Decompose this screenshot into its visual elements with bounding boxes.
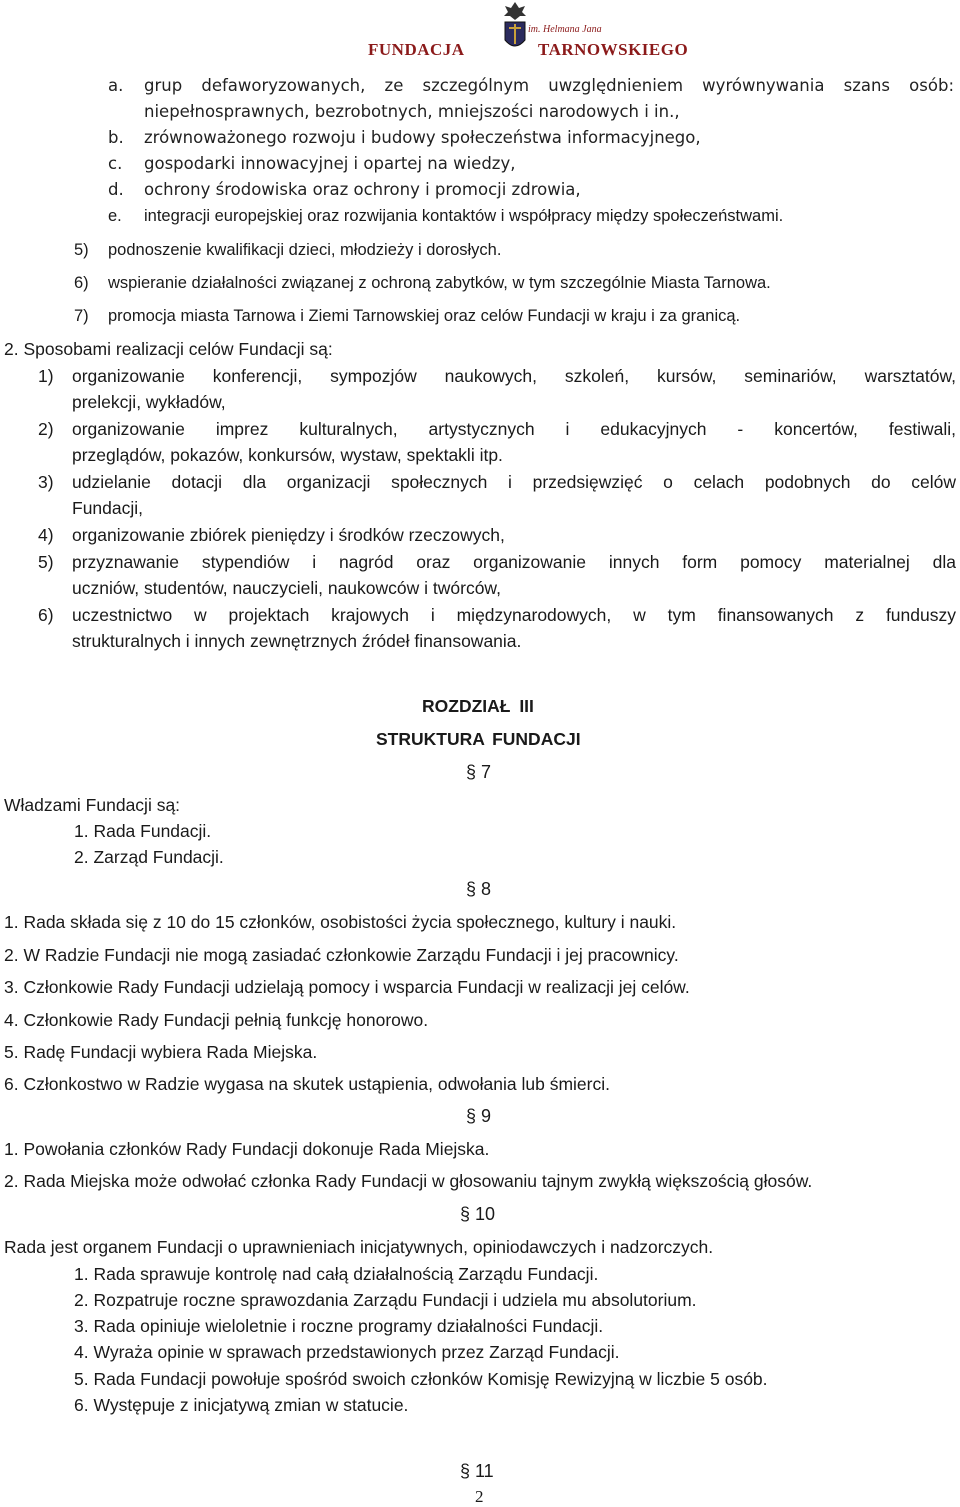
- list-item-text: organizowanie konferencji, sympozjów naukowych, szkoleń, kursów, seminariów, warsztatów,: [72, 366, 956, 386]
- paragraph-sign-10: § 10: [460, 1204, 496, 1224]
- list-item-text: podnoszenie kwalifikacji dzieci, młodzieży i dorosłych.: [108, 241, 502, 259]
- chapter-title: STRUKTURA FUNDACJI: [376, 729, 581, 749]
- paragraph-lead: Rada jest organem Fundacji o uprawnieniach inicjatywnych, opiniodawczych i nadzorczych.: [4, 1237, 714, 1257]
- section-heading: 2. Sposobami realizacji celów Fundacji są:: [4, 339, 333, 359]
- list-item-text: uczestnictwo w projektach krajowych i międzynarodowych, w tym finansowanych z funduszy: [72, 605, 956, 625]
- paragraph-sign-7: § 7: [466, 762, 492, 782]
- logo-subtitle: im. Helmana Jana: [528, 24, 602, 35]
- list-item: 2. Zarząd Fundacji.: [74, 847, 224, 867]
- list-marker: b.: [108, 128, 124, 147]
- paragraph-sign-11: § 11: [460, 1461, 494, 1481]
- list-item-text: udzielanie dotacji dla organizacji społecznych i przedsięwzięć o celach podobnych do celów: [72, 472, 956, 492]
- logo-text-left: FUNDACJA: [368, 40, 465, 59]
- list-item-text: prelekcji, wykładów,: [72, 392, 226, 412]
- paragraph-lead: Władzami Fundacji są:: [4, 795, 181, 815]
- list-marker: 6): [38, 605, 54, 625]
- list-item-text: przyznawanie stypendiów i nagród oraz organizowanie innych form pomocy materialnej dla: [72, 552, 956, 572]
- list-item: 1. Rada sprawuje kontrolę nad całą działalnością Zarządu Fundacji.: [74, 1264, 599, 1284]
- list-item-text: grup defaworyzowanych, ze szczególnym uwzględnieniem wyrównywania szans osób:: [144, 76, 954, 95]
- list-item-text: zrównoważonego rozwoju i budowy społeczeństwa informacyjnego,: [144, 128, 701, 147]
- list-marker: 7): [74, 307, 89, 325]
- list-marker: 2): [38, 419, 54, 439]
- list-item: 2. Rozpatruje roczne sprawozdania Zarządu Fundacji i udziela mu absolutorium.: [74, 1290, 697, 1310]
- list-item-text: wspieranie działalności związanej z ochroną zabytków, w tym szczególnie Miasta Tarnowa.: [108, 274, 771, 292]
- list-item-text: organizowanie imprez kulturalnych, artystycznych i edukacyjnych - koncertów, festiwali,: [72, 419, 956, 439]
- list-item: 4. Członkowie Rady Fundacji pełnią funkcję honorowo.: [4, 1010, 429, 1030]
- list-item-text: Fundacji,: [72, 498, 144, 518]
- list-item-text: niepełnosprawnych, bezrobotnych, mniejszości narodowych i in.,: [144, 102, 680, 121]
- list-item: 3. Członkowie Rady Fundacji udzielają pomocy i wsparcia Fundacji w realizacji jej celów.: [4, 977, 690, 997]
- list-item-text: integracji europejskiej oraz rozwijania kontaktów i współpracy między społeczeństwami.: [144, 207, 784, 225]
- list-item: 6. Członkostwo w Radzie wygasa na skutek ustąpienia, odwołania lub śmierci.: [4, 1074, 610, 1094]
- crest-icon: [500, 0, 530, 58]
- list-item-text: organizowanie zbiórek pieniędzy i środków rzeczowych,: [72, 525, 505, 545]
- list-marker: 3): [38, 472, 54, 492]
- list-marker: 6): [74, 274, 89, 292]
- list-item-text: promocja miasta Tarnowa i Ziemi Tarnowskiej oraz celów Fundacji w kraju i za granicą.: [108, 307, 741, 325]
- list-item: 2. Rada Miejska może odwołać członka Rady Fundacji w głosowaniu tajnym zwykłą większością głosów.: [4, 1171, 813, 1191]
- list-marker: d.: [108, 180, 124, 199]
- list-marker: a.: [108, 76, 124, 95]
- list-marker: 4): [38, 525, 54, 545]
- page-number: 2: [475, 1487, 484, 1506]
- list-item-text: przeglądów, pokazów, konkursów, wystaw, spektakli itp.: [72, 445, 503, 465]
- paragraph-sign-9: § 9: [466, 1106, 492, 1126]
- list-marker: 5): [74, 241, 89, 259]
- list-item: 1. Rada składa się z 10 do 15 członków, osobistości życia społecznego, kultury i nauki.: [4, 912, 677, 932]
- list-item-a: [108, 76, 123, 95]
- list-item: 1. Powołania członków Rady Fundacji dokonuje Rada Miejska.: [4, 1139, 490, 1159]
- list-item: 2. W Radzie Fundacji nie mogą zasiadać członkowie Zarządu Fundacji i jej pracownicy.: [4, 945, 679, 965]
- list-item-text: gospodarki innowacyjnej i opartej na wiedzy,: [144, 154, 516, 173]
- list-item-text: ochrony środowiska oraz ochrony i promocji zdrowia,: [144, 180, 581, 199]
- list-item-text: uczniów, studentów, nauczycieli, naukowców i twórców,: [72, 578, 501, 598]
- list-item: 6. Występuje z inicjatywą zmian w statucie.: [74, 1395, 409, 1415]
- list-item: 3. Rada opiniuje wieloletnie i roczne programy działalności Fundacji.: [74, 1316, 604, 1336]
- list-item: 1. Rada Fundacji.: [74, 821, 212, 841]
- list-item: 5. Rada Fundacji powołuje spośród swoich członków Komisję Rewizyjną w liczbie 5 osób.: [74, 1369, 768, 1389]
- list-marker: c.: [108, 154, 123, 173]
- list-marker: 1): [38, 366, 54, 386]
- list-item-text: strukturalnych i innych zewnętrznych źródeł finansowania.: [72, 631, 522, 651]
- list-item: 5. Radę Fundacji wybiera Rada Miejska.: [4, 1042, 318, 1062]
- paragraph-sign-8: § 8: [466, 879, 492, 899]
- list-marker: e.: [108, 207, 122, 225]
- list-item: 4. Wyraża opinie w sprawach przedstawionych przez Zarząd Fundacji.: [74, 1342, 620, 1362]
- list-marker: 5): [38, 552, 54, 572]
- foundation-logo: [368, 0, 689, 62]
- logo-text-right: TARNOWSKIEGO: [538, 40, 689, 59]
- chapter-number: ROZDZIAŁ III: [422, 696, 534, 716]
